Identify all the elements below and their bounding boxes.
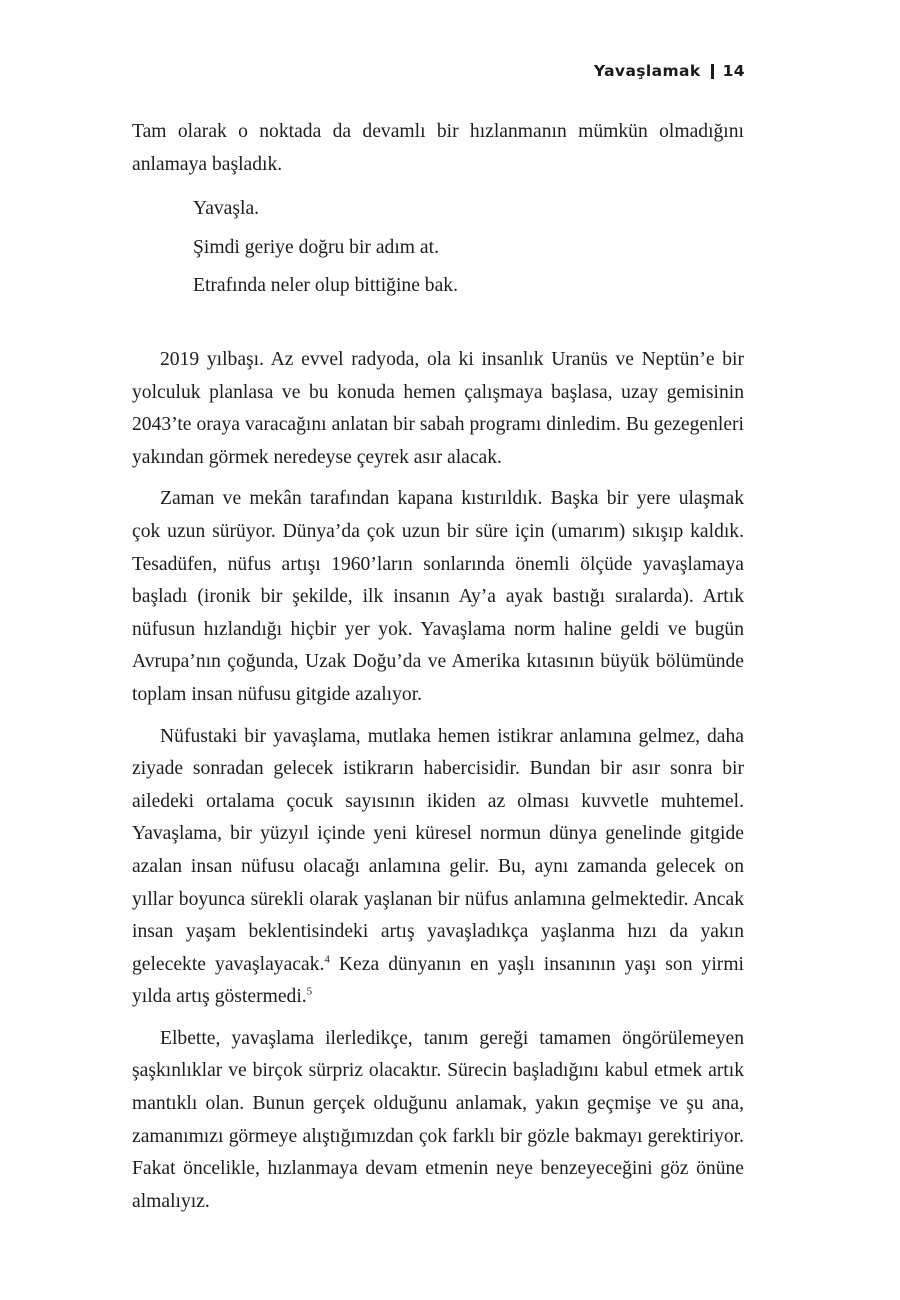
- footnote-marker: 4: [324, 953, 330, 966]
- paragraph-1: 2019 yılbaşı. Az evvel radyoda, ola ki insanlık Uranüs ve Neptün’e bir yolculuk planlasa ve bu konuda hemen çalışmaya başlasa, uzay gemisinin 2043’te oraya varacağını anlatan bir sabah programı dinledim. Bu gezegenleri yakından görmek neredeyse çeyrek asır alacak.: [132, 349, 744, 468]
- verse-block: [193, 190, 693, 306]
- paragraph-3-text-a: Nüfustaki bir yavaşlama, mutlaka hemen istikrar anlamına gelmez, daha ziyade sonradan gelecek istikrarın habercisidir. Bundan bir asır sonra bir ailedeki ortalama çocuk sayısının ikiden az olması kuvvetle muhtemel. Yavaşlama, bir yüzyıl içinde yeni küresel normun dünya genelinde gitgide azalan insan nüfusu olacağı anlamına gelir. Bu, aynı zamanda gelecek on yıllar boyunca sürekli olarak yaşlanan bir nüfus anlamına gelmektedir. Ancak insan yaşam beklentisindeki artış yavaşladıkça yaşlanma hızı da yakın gelecekte yavaşlayacak.: [132, 725, 744, 975]
- verse-line: Etrafında neler olup bittiğine bak.: [193, 275, 458, 296]
- verse-line: Şimdi geriye doğru bir adım at.: [193, 236, 439, 258]
- verse-line: Yavaşla.: [193, 198, 260, 219]
- lead-paragraph-block: [132, 116, 744, 181]
- paragraph-2: Zaman ve mekân tarafından kapana kıstırıldık. Başka bir yere ulaşmak çok uzun sürüyor. Dünya’da çok uzun bir süre için (umarım) sıkışıp kaldık. Tesadüfen, nüfus artışı 1960’ların sonlarında önemli ölçüde yavaşlamaya başladı (ironik bir şekilde, ilk insanın Ay’a ayak bastığı sıralarda). Artık nüfusun hızlandığı hiçbir yer yok. Yavaşlama norm haline geldi ve bugün Avrupa’nın çoğunda, Uzak Doğu’da ve Amerika kıtasının büyük bölümünde toplam insan nüfusu gitgide azalıyor.: [132, 488, 744, 705]
- header-separator: [711, 64, 714, 79]
- paragraph-4: Elbette, yavaşlama ilerledikçe, tanım gereği tamamen öngörülemeyen şaşkınlıklar ve birçok sürpriz olacaktır. Sürecin başladığını kabul etmek artık mantıklı olan. Bunun gerçek olduğunu anlamak, yakın geçmişe ve şu ana, zamanımızı görmeye alıştığımızdan çok farklı bir gözle bakmayı gerektiriyor. Fakat öncelikle, hızlanmaya devam etmenin neye benzeyeceğini göz önüne almalıyız.: [132, 1027, 744, 1212]
- running-header: [594, 62, 745, 80]
- paragraph-3: [132, 721, 744, 1014]
- body-text: [132, 344, 744, 1227]
- page-number: 14: [722, 62, 745, 80]
- running-title: Yavaşlamak: [593, 62, 701, 80]
- lead-paragraph: Tam olarak o noktada da devamlı bir hızlanmanın mümkün olmadığını anlamaya başladık.: [132, 121, 744, 175]
- paragraph-3-text-b: Keza dünyanın en yaşlı insanının yaşı son yirmi yılda artış göstermedi.: [132, 953, 745, 1008]
- footnote-marker: 5: [306, 985, 313, 998]
